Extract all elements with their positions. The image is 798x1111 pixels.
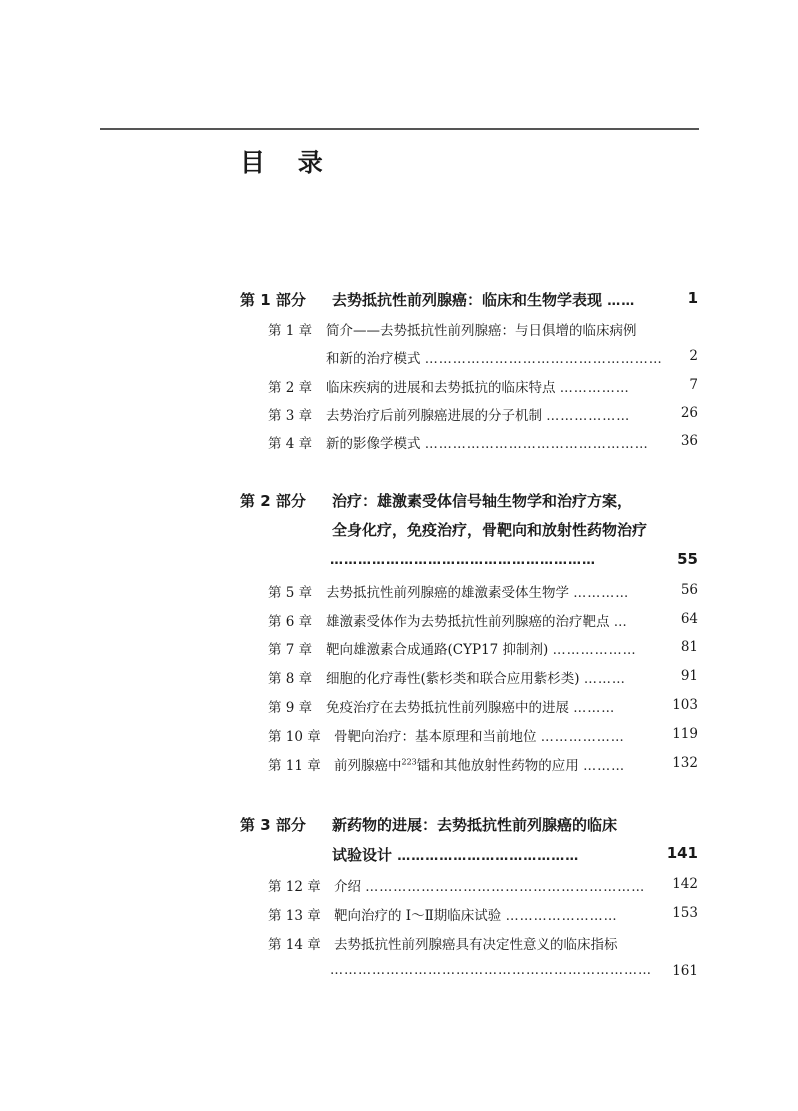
page-title: 目 录	[240, 148, 335, 177]
toc-entry	[268, 725, 625, 745]
chapter-title: 镭和其他放射性药物的应用	[416, 758, 579, 774]
page-number: 56	[680, 582, 698, 598]
chapter-label: 第 7 章	[268, 642, 313, 658]
toc-entry-continued	[330, 962, 652, 978]
chapter-title: 新的影像学模式	[326, 436, 421, 452]
leader-dots: …………	[573, 586, 630, 601]
part-title: 试验设计	[332, 846, 393, 864]
chapter-title: 雄激素受体作为去势抵抗性前列腺癌的治疗靶点	[326, 614, 610, 630]
leader-dots: ………………	[540, 730, 625, 745]
chapter-label: 第 3 章	[268, 408, 313, 424]
toc-entry	[268, 904, 618, 924]
toc-entry	[268, 875, 645, 895]
chapter-label: 第 10 章	[268, 729, 321, 745]
toc-entry	[268, 404, 630, 424]
page-number: 153	[672, 905, 698, 921]
chapter-title: 靶向雄激素合成通路(CYP17 抑制剂)	[326, 642, 549, 658]
toc-entry	[268, 610, 628, 630]
toc-entry	[268, 754, 625, 774]
chapter-label: 第 13 章	[268, 908, 321, 924]
chapter-label: 第 9 章	[268, 700, 313, 716]
chapter-label: 第 2 章	[268, 380, 313, 396]
header-rule	[100, 128, 699, 130]
leader-dots: …………………………………………	[424, 437, 649, 452]
part-label: 第 3 部分	[240, 816, 306, 834]
toc-entry	[268, 638, 637, 658]
part-page-number: 141	[666, 844, 698, 862]
leader-dots: ……………………………………………………………	[330, 963, 652, 978]
toc-entry	[268, 696, 615, 716]
chapter-label: 第 6 章	[268, 614, 313, 630]
chapter-title: 细胞的化疗毒性(紫杉类和联合应用紫杉类)	[326, 671, 580, 687]
part-title: 全身化疗，免疫治疗，骨靶向和放射性药物治疗	[332, 521, 648, 539]
page-number: 91	[680, 668, 698, 684]
page-number: 7	[689, 377, 698, 393]
leader-dots: ……………………………………………………	[365, 880, 646, 895]
toc-entry	[268, 432, 649, 452]
leader-dots: ……………………………………………	[424, 352, 663, 367]
chapter-title: 骨靶向治疗：基本原理和当前地位	[334, 729, 537, 745]
chapter-title: 临床疾病的进展和去势抵抗的临床特点	[326, 380, 556, 396]
leader-dots: …	[613, 615, 628, 630]
toc-entry-continued	[326, 347, 663, 367]
toc-entry	[268, 933, 618, 953]
page-number: 132	[672, 755, 698, 771]
chapter-label: 第 5 章	[268, 585, 313, 601]
part-2-leader	[330, 550, 596, 568]
leader-dots: …………………………………………………	[330, 553, 596, 568]
leader-dots: ……………	[559, 381, 630, 396]
chapter-title: 简介——去势抵抗性前列腺癌：与日俱增的临床病例	[326, 323, 637, 339]
chapter-title: 前列腺癌中	[334, 758, 402, 774]
chapter-title: 靶向治疗的 Ⅰ～Ⅱ期临床试验	[334, 908, 502, 924]
leader-dots: ……	[607, 294, 636, 309]
page-number: 142	[672, 876, 698, 892]
chapter-label: 第 4 章	[268, 436, 313, 452]
chapter-title: 去势抵抗性前列腺癌具有决定性意义的临床指标	[334, 937, 618, 953]
toc-entry	[268, 376, 630, 396]
leader-dots: ………	[583, 759, 626, 774]
chapter-label: 第 12 章	[268, 879, 321, 895]
chapter-title: 介绍	[334, 879, 361, 895]
page-number: 161	[672, 963, 698, 979]
part-title: 新药物的进展：去势抵抗性前列腺癌的临床	[332, 816, 618, 834]
chapter-label: 第 8 章	[268, 671, 313, 687]
toc-entry	[268, 581, 629, 601]
chapter-title: 去势抵抗性前列腺癌的雄激素受体生物学	[326, 585, 569, 601]
part-title: 去势抵抗性前列腺癌：临床和生物学表现	[332, 291, 603, 309]
chapter-label: 第 14 章	[268, 937, 321, 953]
part-label: 第 2 部分	[240, 492, 306, 510]
toc-entry	[268, 667, 626, 687]
leader-dots: ……………………	[505, 909, 618, 924]
page-number: 26	[680, 405, 698, 421]
part-1-heading	[240, 289, 635, 310]
part-page-number: 55	[677, 550, 698, 568]
page-number: 64	[680, 611, 698, 627]
page-number: 81	[680, 639, 698, 655]
leader-dots: ………………	[552, 643, 637, 658]
toc-entry	[268, 319, 637, 339]
leader-dots: ………	[573, 701, 616, 716]
page-number: 2	[689, 348, 698, 364]
page-number: 119	[672, 726, 698, 742]
page-number: 103	[672, 697, 698, 713]
part-3-heading	[240, 814, 617, 835]
leader-dots: ………………	[546, 409, 631, 424]
part-3-heading-continued	[332, 844, 579, 865]
part-title: 治疗：雄激素受体信号轴生物学和治疗方案，	[332, 492, 633, 510]
chapter-label: 第 1 章	[268, 323, 313, 339]
superscript-isotope: 223	[401, 757, 417, 767]
chapter-title: 去势治疗后前列腺癌进展的分子机制	[326, 408, 542, 424]
chapter-title: 免疫治疗在去势抵抗性前列腺癌中的进展	[326, 700, 569, 716]
part-label: 第 1 部分	[240, 291, 306, 309]
page-number: 36	[680, 433, 698, 449]
leader-dots: ………	[583, 672, 626, 687]
part-2-heading	[240, 490, 632, 511]
part-page-number: 1	[687, 289, 698, 307]
chapter-title: 和新的治疗模式	[326, 351, 421, 367]
part-2-heading-continued	[332, 519, 647, 540]
leader-dots: …………………………………	[397, 849, 580, 864]
chapter-label: 第 11 章	[268, 758, 321, 774]
